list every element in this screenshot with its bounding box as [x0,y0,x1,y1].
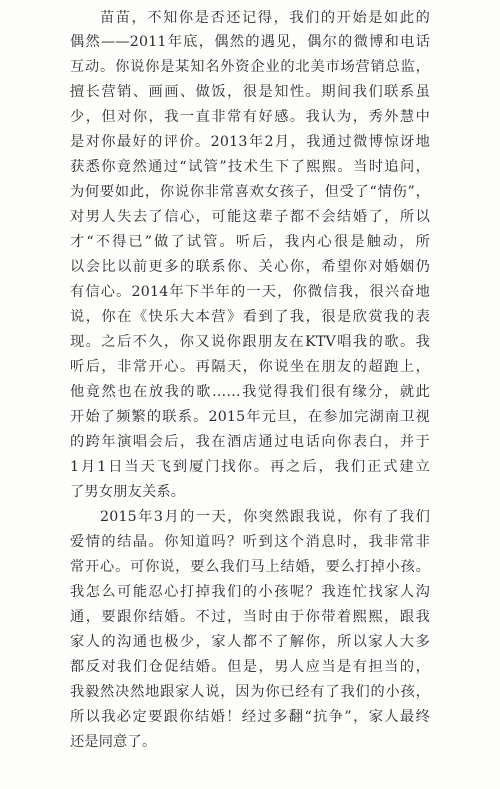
paragraph-1-line-5: 少，但对你，我一直非常有好感。我认为，秀外慧中 [70,109,430,125]
paragraph-2-line-2: 爱情的结晶。你知道吗？听到这个消息时，我非常非 [70,534,430,550]
paragraph-2-line-3: 常开心。可你说，要么我们马上结婚，要么打掉小孩。 [70,559,430,575]
paragraph-1-line-7: 获悉你竟然通过“试管”技术生下了熙熙。当时追问， [70,159,430,175]
paragraph-1-line-14: 现。之后不久，你又说你跟朋友在KTV唱我的歌。我 [70,334,430,350]
paragraph-1-line-3: 互动。你说你是某知名外资企业的北美市场营销总监， [70,59,430,75]
paragraph-1-line-6: 是对你最好的评价。2013年2月，我通过微博惊讶地 [70,134,430,150]
paragraph-2-line-10: 还是同意了。 [70,734,157,750]
paragraph-2-line-1: 2015年3月的一天，你突然跟我说，你有了我们 [100,509,430,525]
paragraph-2-line-8: 我毅然决然地跟家人说，因为你已经有了我们的小孩， [70,684,430,700]
paragraph-1-line-12: 有信心。2014年下半年的一天，你微信我，很兴奋地 [70,284,430,300]
paragraph-1-line-15: 听后，非常开心。再隔天，你说坐在朋友的超跑上， [70,359,430,375]
paragraph-1-line-17: 开始了频繁的联系。2015年元旦，在参加完湖南卫视 [70,409,430,425]
paragraph-1-line-13: 说，你在《快乐大本营》看到了我，很是欣赏我的表 [70,309,430,325]
paragraph-2-line-5: 通，要跟你结婚。不过，当时由于你带着熙熙，跟我 [70,609,430,625]
paragraph-1-line-20: 了男女朋友关系。 [70,484,186,500]
paragraph-2-line-4: 我怎么可能忍心打掉我们的小孩呢？我连忙找家人沟 [70,584,430,600]
paragraph-1-line-4: 擅长营销、画画、做饭，很是知性。期间我们联系虽 [70,84,430,100]
paragraph-1-line-1: 苗苗，不知你是否还记得，我们的开始是如此的 [100,10,430,26]
paragraph-2-line-7: 都反对我们仓促结婚。但是，男人应当是有担当的， [70,659,430,675]
paragraph-1-line-11: 以会比以前更多的联系你、关心你，希望你对婚姻仍 [70,259,430,275]
paragraph-2-line-6: 家人的沟通也极少，家人都不了解你，所以家人大多 [70,634,430,650]
paragraph-2-line-9: 所以我必定要跟你结婚！经过多翻“抗争”，家人最终 [70,709,430,725]
paragraph-1-line-16: 他竟然也在放我的歌……我觉得我们很有缘分，就此 [70,384,430,400]
paragraph-1-line-9: 对男人失去了信心，可能这辈子都不会结婚了，所以 [70,209,430,225]
paragraph-1-line-2: 偶然——2011年底，偶然的遇见，偶尔的微博和电话 [70,34,430,50]
paragraph-1-line-10: 才“不得已”做了试管。听后，我内心很是触动，所 [70,234,430,250]
paragraph-1-line-19: 1月1日当天飞到厦门找你。再之后，我们正式建立 [70,459,430,475]
paragraph-1-line-8: 为何要如此，你说你非常喜欢女孩子，但受了“情伤”， [70,184,430,200]
paragraph-1-line-18: 的跨年演唱会后，我在酒店通过电话向你表白，并于 [70,434,430,450]
